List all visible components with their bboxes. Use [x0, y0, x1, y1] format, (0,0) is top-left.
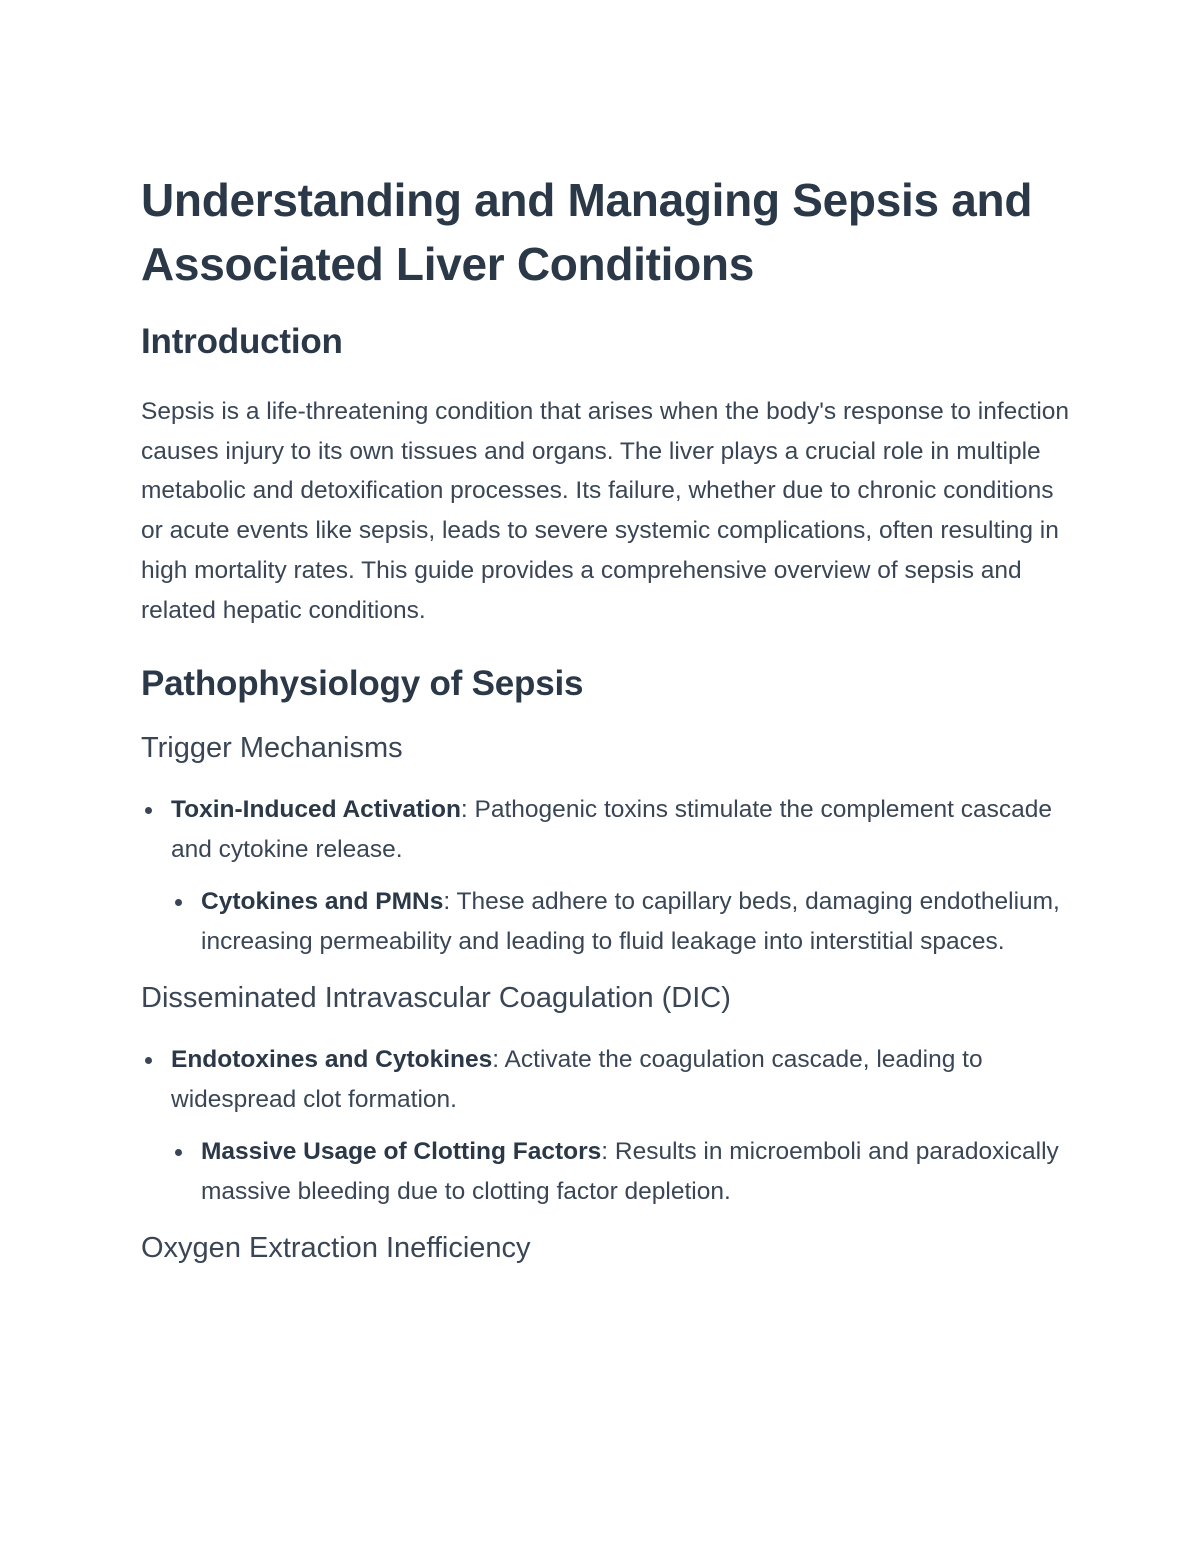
bullet-icon	[145, 1057, 152, 1064]
list-item-text: : Activate the coagulation cascade, leading to widespread clot formation.	[171, 1046, 983, 1113]
list-item-term: Massive Usage of Clotting Factors	[201, 1138, 602, 1166]
trigger-sublist	[171, 882, 1070, 961]
bullet-icon	[145, 807, 152, 814]
list-item	[141, 1040, 1070, 1211]
dic-list	[141, 1040, 1070, 1211]
dic-sublist	[171, 1132, 1070, 1211]
list-item-term: Cytokines and PMNs	[201, 888, 444, 916]
document-title: Understanding and Managing Sepsis and Associated Liver Conditions	[141, 174, 1033, 290]
introduction-heading: Introduction	[141, 322, 343, 361]
list-item-text: : Results in microemboli and paradoxically massive bleeding due to clotting factor depletion.	[201, 1138, 1059, 1205]
list-item-term: Toxin-Induced Activation	[171, 796, 461, 824]
oxygen-extraction-heading: Oxygen Extraction Inefficiency	[141, 1232, 531, 1265]
list-item	[171, 882, 1070, 961]
trigger-list	[141, 790, 1070, 961]
list-item-term: Endotoxines and Cytokines	[171, 1046, 493, 1074]
bullet-icon	[175, 899, 182, 906]
list-item-text: : Pathogenic toxins stimulate the complement cascade and cytokine release.	[171, 796, 1052, 863]
list-item	[141, 790, 1070, 961]
list-item-text: : These adhere to capillary beds, damaging endothelium, increasing permeability and leading to fluid leakage into interstitial spaces.	[201, 888, 1060, 955]
pathophysiology-heading: Pathophysiology of Sepsis	[141, 664, 584, 704]
dic-heading: Disseminated Intravascular Coagulation (DIC)	[141, 982, 731, 1015]
trigger-mechanisms-heading: Trigger Mechanisms	[141, 732, 403, 765]
bullet-icon	[175, 1149, 182, 1156]
list-item	[171, 1132, 1070, 1211]
introduction-paragraph: Sepsis is a life-threatening condition that arises when the body's response to infection causes injury to its own tissues and organs. The liver plays a crucial role in multiple metabolic and detoxification processes. Its failure, whether due to chronic conditions or acute events like sepsis, leads to severe systemic complications, often resulting in high mortality rates. This guide provides a comprehensive overview of sepsis and related hepatic conditions.	[141, 398, 1070, 624]
